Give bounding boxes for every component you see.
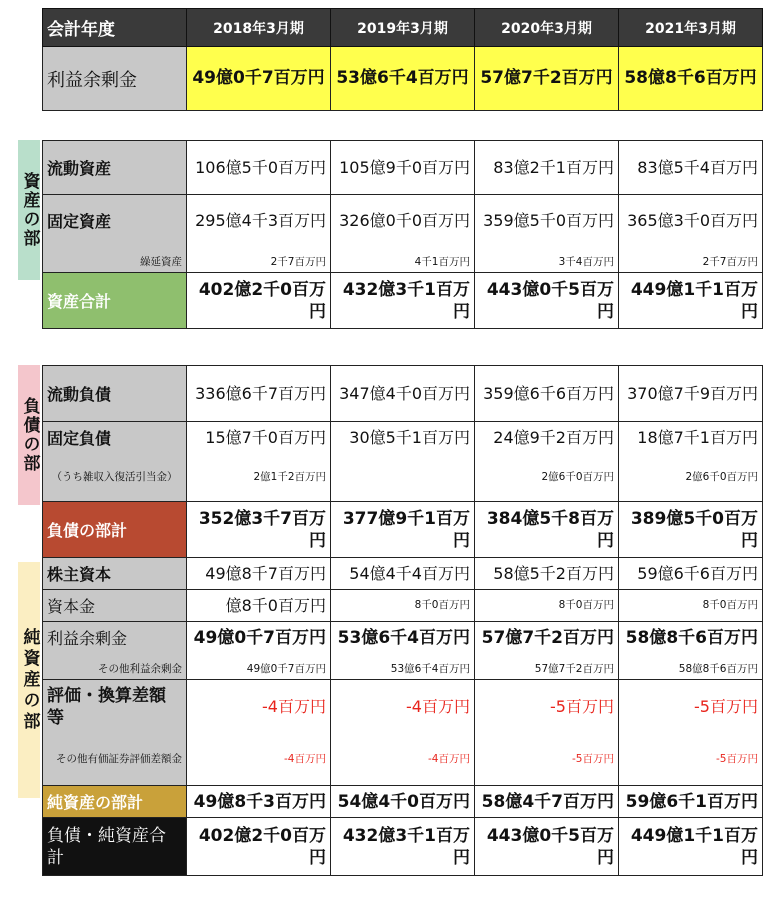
retained-earnings-value: 49億0千7百万円 [187,622,331,654]
capital-label: 資本金 [43,590,187,622]
securities-valuation-value: -4百万円 [331,734,475,786]
shareholders-equity-value: 59億6千6百万円 [619,558,763,590]
other-retained-earnings-value: 57億7千2百万円 [475,654,619,680]
retained-earnings-value: 57億7千2百万円 [475,47,619,111]
grand-total-label: 負債・純資産合計 [43,818,187,876]
reserve-value: 2億6千0百万円 [619,454,763,502]
total-net-assets-value: 58億4千7百万円 [475,786,619,818]
securities-valuation-value: -5百万円 [475,734,619,786]
fixed-liabilities-label: 固定負債 [43,422,187,454]
current-liabilities-label: 流動負債 [43,366,187,422]
total-net-assets-label: 純資産の部計 [43,786,187,818]
retained-earnings-value: 57億7千2百万円 [475,622,619,654]
current-liabilities-value: 336億6千7百万円 [187,366,331,422]
year-header: 2018年3月期 [187,9,331,47]
current-assets-value: 83億5千4百万円 [619,141,763,195]
fixed-liabilities-value: 24億9千2百万円 [475,422,619,454]
valuation-difference-value: -4百万円 [331,680,475,734]
grand-total-value: 449億1千1百万円 [619,818,763,876]
total-net-assets-value: 59億6千1百万円 [619,786,763,818]
summary-table [42,8,763,111]
fiscal-year-header: 会計年度 [43,9,187,47]
retained-earnings-value: 58億8千6百万円 [619,47,763,111]
fixed-assets-value: 326億0千0百万円 [331,195,475,247]
other-retained-earnings-label: その他利益余剰金 [43,654,187,680]
shareholders-equity-label: 株主資本 [43,558,187,590]
current-liabilities-value: 370億7千9百万円 [619,366,763,422]
securities-valuation-label: その他有価証券評価差額金 [43,734,187,786]
shareholders-equity-value: 49億8千7百万円 [187,558,331,590]
retained-earnings-value: 58億8千6百万円 [619,622,763,654]
total-liabilities-value: 389億5千0百万円 [619,502,763,558]
valuation-difference-value: -5百万円 [475,680,619,734]
other-retained-earnings-value: 53億6千4百万円 [331,654,475,680]
retained-earnings-value: 49億0千7百万円 [187,47,331,111]
capital-value: 億8千0百万円 [187,590,331,622]
total-net-assets-value: 49億8千3百万円 [187,786,331,818]
current-assets-value: 106億5千0百万円 [187,141,331,195]
fixed-assets-value: 359億5千0百万円 [475,195,619,247]
valuation-difference-value: -5百万円 [619,680,763,734]
shareholders-equity-value: 54億4千4百万円 [331,558,475,590]
deferred-assets-label: 繰延資産 [43,247,187,273]
current-assets-value: 83億2千1百万円 [475,141,619,195]
reserve-value [331,454,475,502]
capital-value: 8千0百万円 [619,590,763,622]
valuation-difference-label: 評価・換算差額等 [43,680,187,734]
year-header: 2021年3月期 [619,9,763,47]
capital-value: 8千0百万円 [331,590,475,622]
liabilities-table [42,365,763,876]
fixed-assets-value: 365億3千0百万円 [619,195,763,247]
retained-earnings-label: 利益余剰金 [43,47,187,111]
total-liabilities-value: 384億5千8百万円 [475,502,619,558]
assets-table [42,140,763,329]
capital-value: 8千0百万円 [475,590,619,622]
reserve-value: 2億6千0百万円 [475,454,619,502]
total-assets-label: 資産合計 [43,273,187,329]
total-assets-value: 432億3千1百万円 [331,273,475,329]
grand-total-value: 443億0千5百万円 [475,818,619,876]
deferred-assets-value: 3千4百万円 [475,247,619,273]
grand-total-value: 402億2千0百万円 [187,818,331,876]
deferred-assets-value: 4千1百万円 [331,247,475,273]
year-header: 2019年3月期 [331,9,475,47]
total-assets-value: 449億1千1百万円 [619,273,763,329]
fixed-liabilities-value: 18億7千1百万円 [619,422,763,454]
retained-earnings-label: 利益余剰金 [43,622,187,654]
fixed-liabilities-value: 30億5千1百万円 [331,422,475,454]
total-liabilities-value: 377億9千1百万円 [331,502,475,558]
valuation-difference-value: -4百万円 [187,680,331,734]
current-liabilities-value: 347億4千0百万円 [331,366,475,422]
net-assets-section-label: 純資産の部 [18,562,40,798]
retained-earnings-value: 53億6千4百万円 [331,622,475,654]
securities-valuation-value: -4百万円 [187,734,331,786]
total-net-assets-value: 54億4千0百万円 [331,786,475,818]
deferred-assets-value: 2千7百万円 [187,247,331,273]
securities-valuation-value: -5百万円 [619,734,763,786]
grand-total-value: 432億3千1百万円 [331,818,475,876]
current-liabilities-value: 359億6千6百万円 [475,366,619,422]
total-liabilities-label: 負債の部計 [43,502,187,558]
other-retained-earnings-value: 58億8千6百万円 [619,654,763,680]
other-retained-earnings-value: 49億0千7百万円 [187,654,331,680]
total-assets-value: 443億0千5百万円 [475,273,619,329]
fixed-liabilities-value: 15億7千0百万円 [187,422,331,454]
total-assets-value: 402億2千0百万円 [187,273,331,329]
reserve-label: （うち雑収入復活引当金） [43,454,187,502]
reserve-value: 2億1千2百万円 [187,454,331,502]
shareholders-equity-value: 58億5千2百万円 [475,558,619,590]
year-header: 2020年3月期 [475,9,619,47]
current-assets-value: 105億9千0百万円 [331,141,475,195]
deferred-assets-value: 2千7百万円 [619,247,763,273]
retained-earnings-value: 53億6千4百万円 [331,47,475,111]
total-liabilities-value: 352億3千7百万円 [187,502,331,558]
fixed-assets-value: 295億4千3百万円 [187,195,331,247]
fixed-assets-label: 固定資産 [43,195,187,247]
current-assets-label: 流動資産 [43,141,187,195]
assets-section-label: 資産の部 [18,140,40,280]
liabilities-section-label: 負債の部 [18,365,40,505]
